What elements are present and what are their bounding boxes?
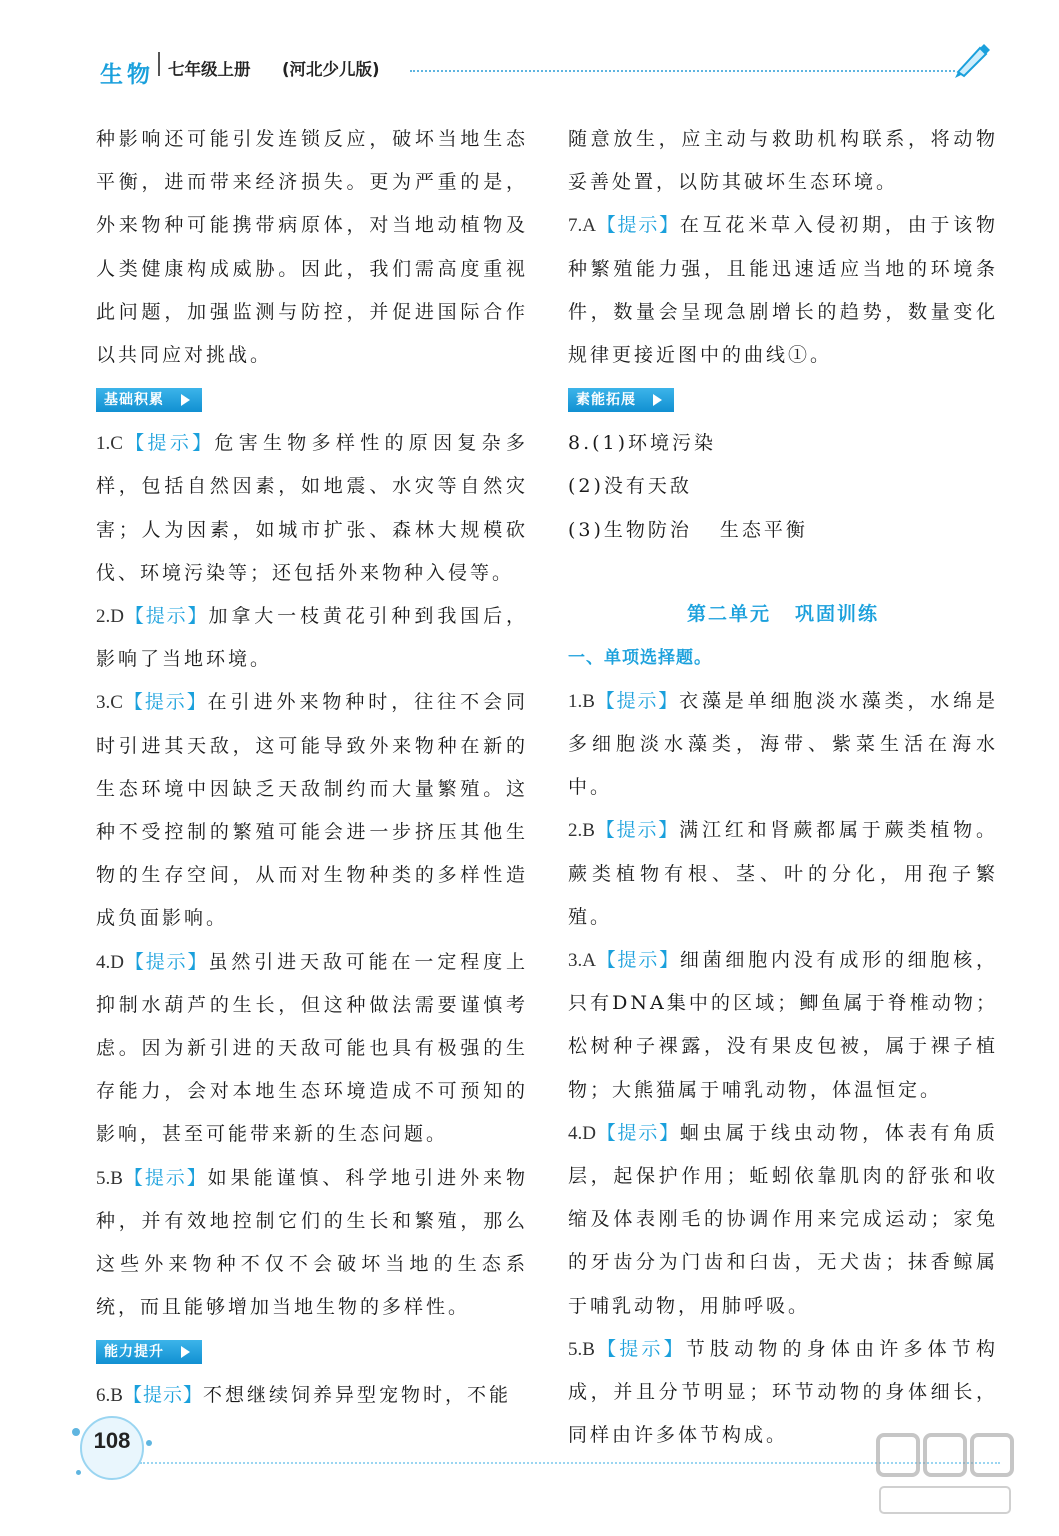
answer-item <box>568 809 998 939</box>
answer-number: 3.A <box>568 950 596 972</box>
hint-label: 【提示】 <box>122 691 208 714</box>
unit-title-b: 巩固训练 <box>795 602 880 625</box>
answer-text: 蛔虫属于线虫动物，体表有角质层，起保护作用；蚯蚓依靠肌肉的舒张和收缩及体表刚毛的协调作用来完成运动；家兔的牙齿分为门齿和臼齿，无犬齿；抹香鲸属于哺乳动物，用肺呼吸。 <box>568 1121 998 1317</box>
page-header <box>0 0 1059 100</box>
hint-label: 【提示】 <box>122 1166 208 1189</box>
answer-text: 衣藻是单细胞淡水藻类，水绵是多细胞淡水藻类，海带、紫菜生活在海水中。 <box>568 689 998 799</box>
answer-text: 节肢动物的身体由许多体节构成，并且分节明显；环节动物的身体细长，同样由许多体节构成。 <box>568 1337 998 1447</box>
q8-answer-b: 生态平衡 <box>719 518 808 541</box>
answer-item <box>96 595 528 681</box>
decor-dot <box>76 1470 81 1475</box>
left-column <box>96 118 528 1418</box>
answer-number: 7.A <box>568 215 596 237</box>
hint-label: 【提示】 <box>594 1337 686 1360</box>
answer-text: 在互花米草入侵初期，由于该物种繁殖能力强，且能迅速适应当地的环境条件，数量会呈现急剧增长的趋势，数量变化规律更接近图中的曲线①。 <box>568 214 998 367</box>
unit-title-a: 第二单元 <box>686 602 771 625</box>
section-tag-extension: 素能拓展 <box>568 388 674 412</box>
continued-paragraph: 随意放生，应主动与救助机构联系，将动物妥善处置，以防其破坏生态环境。 <box>568 128 998 194</box>
hint-label: 【提示】 <box>595 1121 680 1144</box>
header-dotted-line <box>410 70 955 72</box>
intro-paragraph: 种影响还可能引发连锁反应，破坏当地生态平衡，进而带来经济损失。更为严重的是，外来物种可能携带病原体，对当地动植物及人类健康构成威胁。因此，我们需高度重视此问题，加强监测与防控，并促进国际合作以共同应对挑战。 <box>96 128 528 367</box>
subject-title: 生物 <box>100 62 154 88</box>
hint-label: 【提示】 <box>595 949 680 972</box>
answer-item <box>568 1112 998 1328</box>
answer-number: 5.B <box>96 1167 123 1189</box>
answer-number: 4.D <box>96 951 124 973</box>
answer-number: 6.B <box>96 1385 123 1407</box>
q8-line-3 <box>568 509 998 552</box>
answer-number: 1.C <box>96 433 123 455</box>
answer-text: 细菌细胞内没有成形的细胞核，只有DNA集中的区域；鲫鱼属于脊椎动物；松树种子裸露，没有果皮包被，属于裸子植物；大熊猫属于哺乳动物，体温恒定。 <box>568 949 998 1101</box>
decor-dot <box>72 1428 80 1436</box>
decor-dot <box>146 1440 152 1446</box>
answer-text: 在引进外来物种时，往往不会同时引进其天敌，这可能导致外来物种在新的生态环境中因缺乏天敌制约而大量繁殖。这种不受控制的繁殖可能会进一步挤压其他生物的生存空间，从而对生物种类的多样性造成负面影响。 <box>96 691 528 930</box>
hint-label: 【提示】 <box>123 605 209 628</box>
answer-item <box>568 939 998 1112</box>
right-column <box>568 118 998 1457</box>
answer-number: 4.D <box>568 1122 596 1144</box>
grade-label: 七年级上册 <box>168 60 251 79</box>
answer-item <box>568 204 998 377</box>
section-tag-basic: 基础积累 <box>96 388 202 412</box>
answer-number: 2.D <box>96 606 124 628</box>
answer-text: 满江红和肾蕨都属于蕨类植物。蕨类植物有根、茎、叶的分化，用孢子繁殖。 <box>568 819 998 928</box>
answer-item <box>96 1157 528 1330</box>
answer-number: 3.C <box>96 692 123 714</box>
answer-text: 虽然引进天敌可能在一定程度上抑制水葫芦的生长，但这种做法需要谨慎考虑。因为新引进的天敌可能也具有极强的生存能力，会对本地生态环境造成不可预知的影响，甚至可能带来新的生态问题。 <box>96 950 528 1146</box>
question-type-heading: 一、单项选择题。 <box>568 647 712 668</box>
answer-item <box>568 680 998 810</box>
answer-text: 不想继续饲养异型宠物时，不能 <box>202 1384 511 1407</box>
section-tag-ability: 能力提升 <box>96 1340 202 1364</box>
page-number: 108 <box>93 1428 131 1453</box>
hint-label: 【提示】 <box>123 950 209 973</box>
hint-label: 【提示】 <box>594 819 680 842</box>
unit-title <box>568 592 998 636</box>
header-divider <box>158 52 164 76</box>
q8-line-2: (2)没有天敌 <box>568 475 692 498</box>
hint-label: 【提示】 <box>122 432 215 455</box>
q8-line-1: 8.(1)环境污染 <box>568 432 717 455</box>
hint-label: 【提示】 <box>595 214 680 237</box>
answer-item <box>96 1374 528 1417</box>
answer-text: 如果能谨慎、科学地引进外来物种，并有效地控制它们的生长和繁殖，那么这些外来物种不仅不会破坏当地的生态系统，而且能够增加当地生物的多样性。 <box>96 1166 528 1319</box>
q8-answer-a: (3)生物防治 <box>568 518 692 541</box>
answer-item <box>96 941 528 1157</box>
publisher-label: (河北少儿版) <box>282 60 380 79</box>
answer-text: 加拿大一枝黄花引种到我国后，影响了当地环境。 <box>96 605 528 671</box>
answer-number: 2.B <box>568 820 595 842</box>
answer-number: 5.B <box>568 1338 595 1360</box>
hint-label: 【提示】 <box>122 1384 203 1407</box>
answer-item <box>96 422 528 595</box>
answer-number: 1.B <box>568 690 595 712</box>
hint-label: 【提示】 <box>594 689 680 712</box>
answer-text: 危害生物多样性的原因复杂多样，包括自然因素，如地震、水灾等自然灾害；人为因素，如城市扩张、森林大规模砍伐、环境污染等；还包括外来物种入侵等。 <box>96 432 528 584</box>
watermark-logo <box>870 1425 1020 1525</box>
answer-item <box>96 681 528 940</box>
pen-icon <box>950 38 992 80</box>
